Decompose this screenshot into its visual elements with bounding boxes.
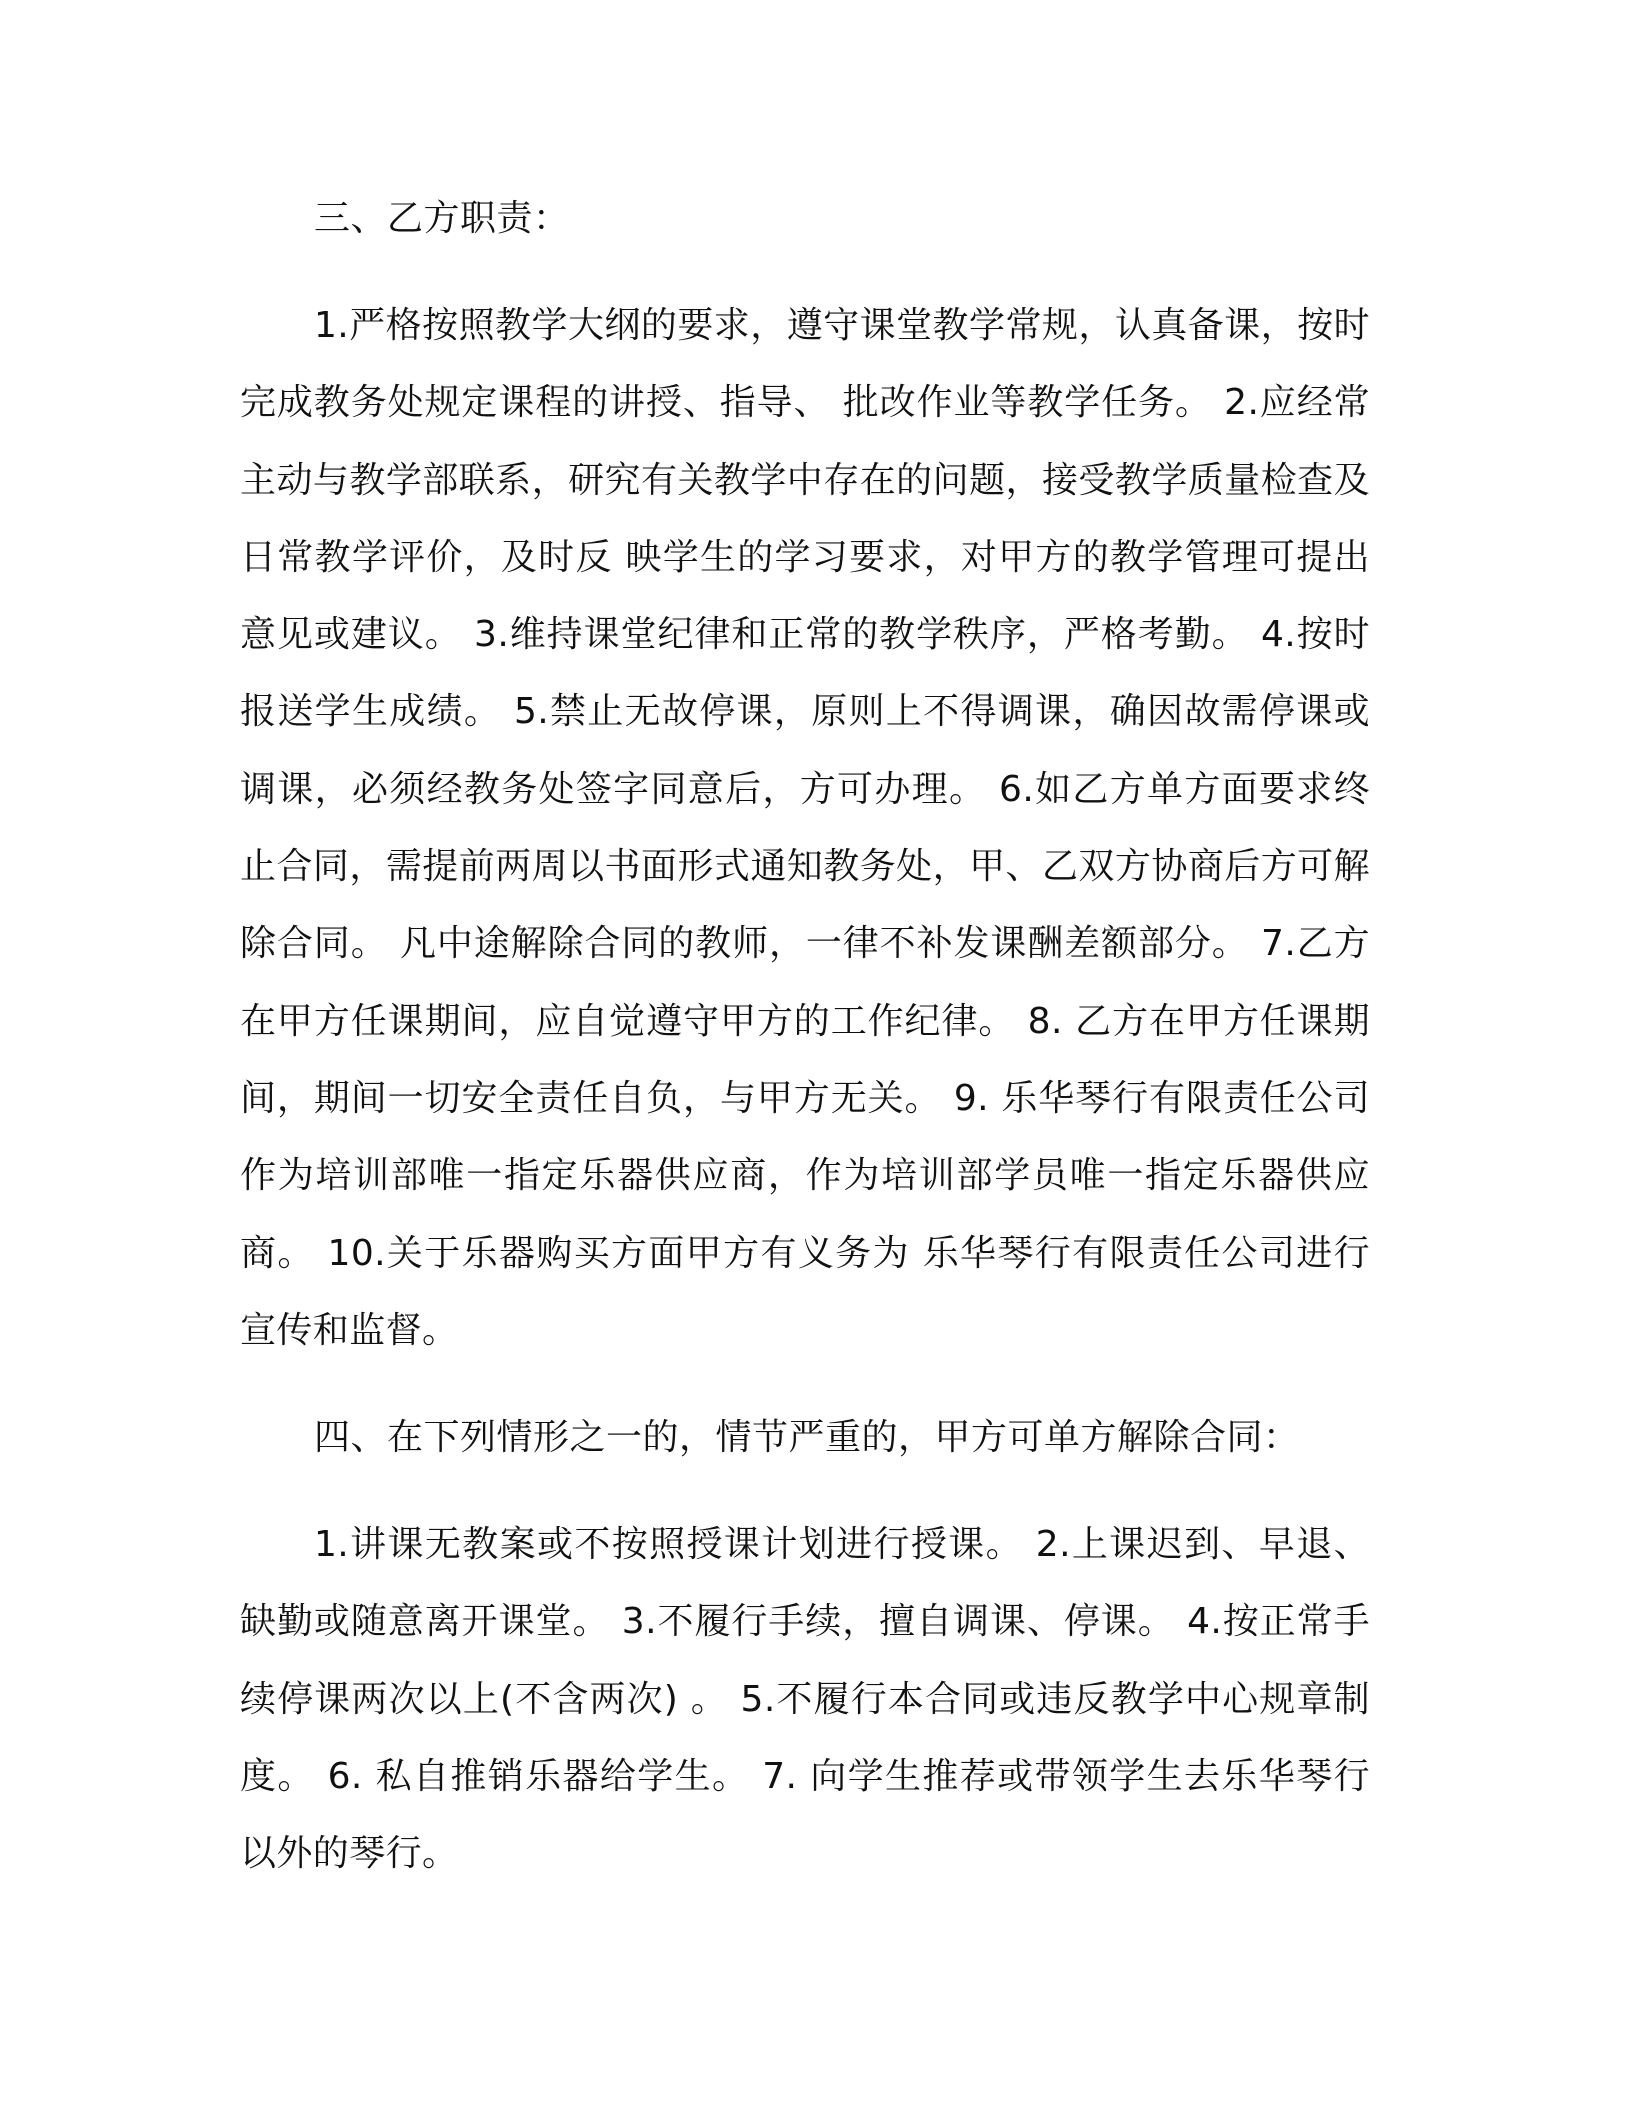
section-4-heading: 四、在下列情形之一的，情节严重的，甲方可单方解除合同：	[314, 1417, 1300, 1459]
section-3-heading: 三、乙方职责：	[314, 198, 570, 239]
section-4-body: 1.讲课无教案或不按照授课计划进行授课。 2.上课迟到、早退、缺勤或随意离开课堂。 3.不履行手续，擅自调课、停课。 4.按正常手续停课两次以上(不含两次) 。 5.不履行本合同或违反教学中心规章制度。 6. 私自推销乐器给学生。 7. 向学生推荐或带领学生去乐华琴行以外的琴行。	[240, 1524, 1370, 1875]
document-content	[240, 180, 1370, 1893]
section-3-body: 1.严格按照教学大纲的要求，遵守课堂教学常规，认真备课，按时完成教务处规定课程的讲授、指导、 批改作业等教学任务。 2.应经常主动与教学部联系，研究有关教学中存在的问题，接受教学质量检查及日常教学评价，及时反 映学生的学习要求，对甲方的教学管理可提出意见或建议。 3.维持课堂纪律和正常的教学秩序，严格考勤。 4.按时报送学生成绩。 5.禁止无故停课，原则上不得调课，确因故需停课或调课，必须经教务处签字同意后，方可办理。 6.如乙方单方面要求终止合同，需提前两周以书面形式通知教务处，甲、乙双方协商后方可解除合同。 凡中途解除合同的教师，一律不补发课酬差额部分。 7.乙方在甲方任课期间，应自觉遵守甲方的工作纪律。 8. 乙方在甲方任课期间，期间一切安全责任自负，与甲方无关。 9. 乐华琴行有限责任公司作为培训部唯一指定乐器供应商，作为培训部学员唯一指定乐器供应商。 10.关于乐器购买方面甲方有义务为 乐华琴行有限责任公司进行宣传和监督。	[240, 305, 1370, 1351]
